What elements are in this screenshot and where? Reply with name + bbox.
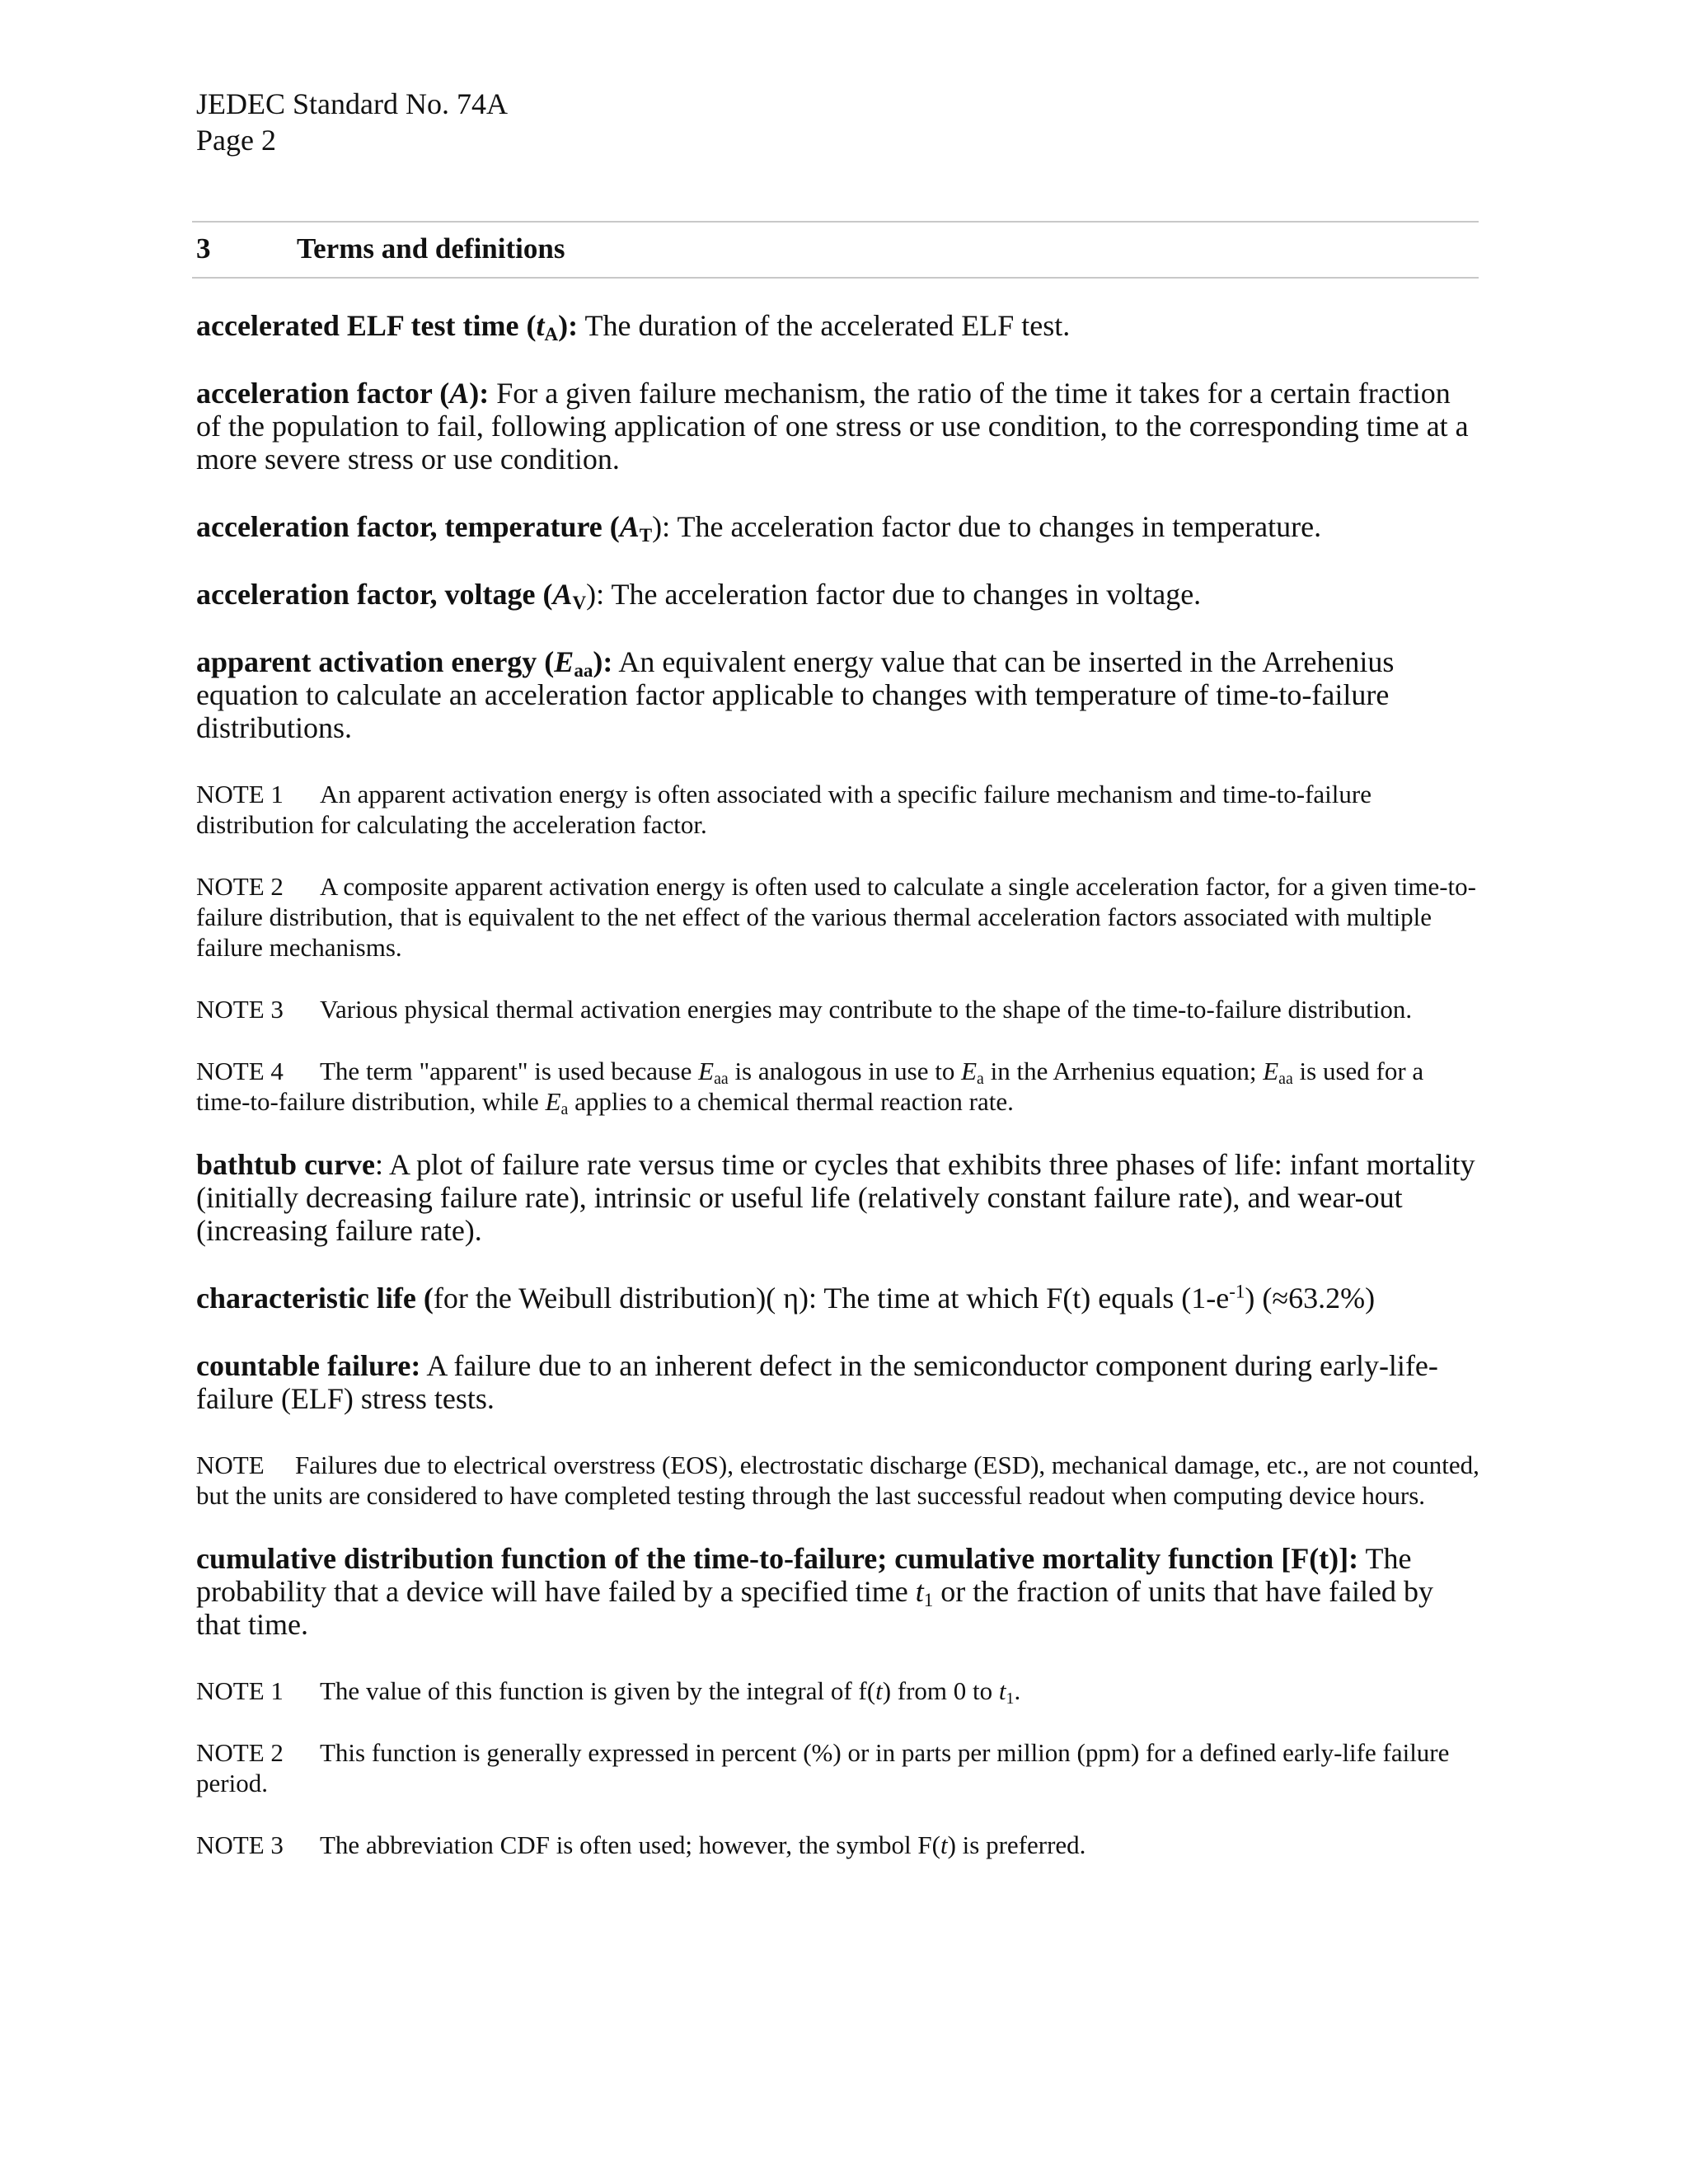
- activation-note-1: [196, 779, 1482, 840]
- definition-text: : A plot of failure rate versus time or cycles that exhibits three phases of life: infant mortality (initially decreasing failure rate), intrinsic or useful life (relatively constant failure rate), and wear-out (increasing failure rate).: [196, 1148, 1475, 1247]
- term-label: apparent activation energy (: [196, 645, 555, 678]
- page-header: [196, 86, 508, 158]
- note-text: in the Arrhenius equation;: [983, 1057, 1264, 1085]
- note-text: The abbreviation CDF is often used; however, the symbol F(: [320, 1830, 940, 1859]
- term-label: acceleration factor (: [196, 377, 450, 410]
- symbol-e: E: [698, 1057, 715, 1085]
- definitions-list: [196, 309, 1482, 1891]
- symbol-t: t: [875, 1676, 883, 1705]
- note-text: This function is generally expressed in percent (%) or in parts per million (ppm) for a defined early-life failure period.: [196, 1738, 1450, 1797]
- section-rule-top: [192, 221, 1479, 223]
- term-label: acceleration factor, voltage (: [196, 578, 553, 611]
- term-close: ):: [469, 377, 490, 410]
- term-symbol: E: [554, 645, 574, 678]
- symbol-t: t: [940, 1830, 948, 1859]
- note-text: is analogous in use to: [728, 1057, 962, 1085]
- term-label: countable failure:: [196, 1349, 421, 1382]
- term-close: ): [652, 510, 663, 543]
- definition-text: : The acceleration factor due to changes in temperature.: [662, 510, 1322, 543]
- term-label: cumulative distribution function of the time-to-failure; cumulative mortality function [F(t)]:: [196, 1542, 1359, 1575]
- note-text: ) from 0 to: [882, 1676, 999, 1705]
- note-text: Failures due to electrical overstress (EOS), electrostatic discharge (ESD), mechanical damage, etc., are not counted, but the units are considered to have completed testing through the last successful readout when computing device hours.: [196, 1451, 1479, 1510]
- note-label: NOTE 2: [196, 1738, 284, 1767]
- term-subscript: V: [572, 591, 587, 613]
- term-subscript: A: [544, 322, 559, 344]
- term-label: acceleration factor, temperature (: [196, 510, 620, 543]
- note-text: applies to a chemical thermal reaction rate.: [568, 1087, 1014, 1116]
- exponent: -1: [1229, 1280, 1245, 1302]
- section-number: 3: [196, 232, 211, 265]
- term-label: characteristic life (: [196, 1282, 434, 1315]
- definition-accelerated-elf-test-time: [196, 309, 1482, 342]
- activation-note-3: [196, 994, 1482, 1024]
- symbol-e: E: [1263, 1057, 1279, 1085]
- definition-text: A failure due to an inherent defect in the semiconductor component during early-life-failure (ELF) stress tests.: [196, 1349, 1438, 1415]
- definition-cumulative-distribution-function: [196, 1542, 1482, 1641]
- note-text: A composite apparent activation energy is often used to calculate a single acceleration factor, for a given time-to-failure distribution, that is equivalent to the net effect of the various thermal acceleration factors associated with multiple failure mechanisms.: [196, 872, 1476, 962]
- standard-title: JEDEC Standard No. 74A: [196, 87, 508, 120]
- note-label: NOTE 1: [196, 780, 284, 808]
- symbol-e: E: [961, 1057, 978, 1085]
- note-text: The term "apparent" is used because: [320, 1057, 699, 1085]
- note-text: .: [1014, 1676, 1021, 1705]
- definition-text: The probability that a device will have failed by a specified time: [196, 1542, 1412, 1608]
- term-close: ): [586, 578, 597, 611]
- definition-text: An equivalent energy value that can be inserted in the Arrehenius equation to calculate an acceleration factor applicable to changes with temperature of time-to-failure distributions.: [196, 645, 1395, 744]
- note-label: NOTE 2: [196, 872, 284, 901]
- symbol-subscript: 1: [1006, 1689, 1015, 1708]
- term-symbol: A: [449, 377, 470, 410]
- note-text: An apparent activation energy is often associated with a specific failure mechanism and time-to-failure distribution for calculating the acceleration factor.: [196, 780, 1372, 839]
- term-close: ):: [593, 645, 613, 678]
- definition-text: ) (≈63.2%): [1245, 1282, 1376, 1315]
- term-label: accelerated ELF test time (: [196, 309, 537, 342]
- term-close: ):: [558, 309, 579, 342]
- note-label: NOTE 4: [196, 1057, 284, 1085]
- definition-acceleration-factor-temperature: [196, 510, 1482, 546]
- section-heading: [196, 232, 565, 265]
- symbol-subscript: a: [560, 1099, 569, 1118]
- note-text: is used for a time-to-failure distribution, while: [196, 1057, 1424, 1116]
- activation-note-2: [196, 871, 1482, 963]
- term-label: bathtub curve: [196, 1148, 376, 1181]
- symbol-subscript: aa: [1278, 1069, 1293, 1088]
- note-text: ) is preferred.: [947, 1830, 1086, 1859]
- definition-text: for the Weibull distribution)( η): The time at which F(t) equals (1-e: [433, 1282, 1230, 1315]
- cdf-note-3: [196, 1830, 1482, 1860]
- symbol-subscript: a: [977, 1069, 984, 1088]
- symbol-e: E: [545, 1087, 561, 1116]
- countable-note: [196, 1450, 1482, 1511]
- page-number: Page 2: [196, 124, 276, 157]
- definition-acceleration-factor: [196, 377, 1482, 476]
- note-label: NOTE: [196, 1451, 265, 1479]
- term-symbol: A: [552, 578, 573, 611]
- cdf-note-2: [196, 1737, 1482, 1798]
- section-title: Terms and definitions: [297, 232, 565, 265]
- term-subscript: aa: [574, 658, 593, 681]
- note-label: NOTE 3: [196, 1830, 284, 1859]
- cdf-note-1: [196, 1675, 1482, 1706]
- term-symbol: t: [915, 1575, 924, 1608]
- activation-note-4: [196, 1056, 1482, 1117]
- symbol-t: t: [998, 1676, 1006, 1705]
- note-text: Various physical thermal activation energies may contribute to the shape of the time-to-failure distribution.: [320, 995, 1413, 1024]
- definition-text: : The acceleration factor due to changes in voltage.: [596, 578, 1202, 611]
- definition-text: For a given failure mechanism, the ratio of the time it takes for a certain fraction of the population to fail, following application of one stress or use condition, to the corresponding time at a more severe stress or use condition.: [196, 377, 1469, 476]
- definition-characteristic-life: [196, 1282, 1482, 1315]
- symbol-subscript: aa: [714, 1069, 729, 1088]
- definition-bathtub-curve: [196, 1148, 1482, 1247]
- term-subscript: T: [639, 523, 653, 546]
- definition-text: The duration of the accelerated ELF test.: [578, 309, 1071, 342]
- definition-text: or the fraction of units that have failed by that time.: [196, 1575, 1434, 1641]
- definition-acceleration-factor-voltage: [196, 578, 1482, 611]
- section-rule-bottom: [192, 277, 1479, 279]
- definition-apparent-activation-energy: [196, 645, 1482, 744]
- term-symbol: t: [536, 309, 545, 342]
- note-label: NOTE 3: [196, 995, 284, 1024]
- term-subscript: 1: [923, 1588, 934, 1610]
- definition-countable-failure: [196, 1349, 1482, 1415]
- term-symbol: A: [619, 510, 640, 543]
- note-text: The value of this function is given by the integral of f(: [320, 1676, 876, 1705]
- note-label: NOTE 1: [196, 1676, 284, 1705]
